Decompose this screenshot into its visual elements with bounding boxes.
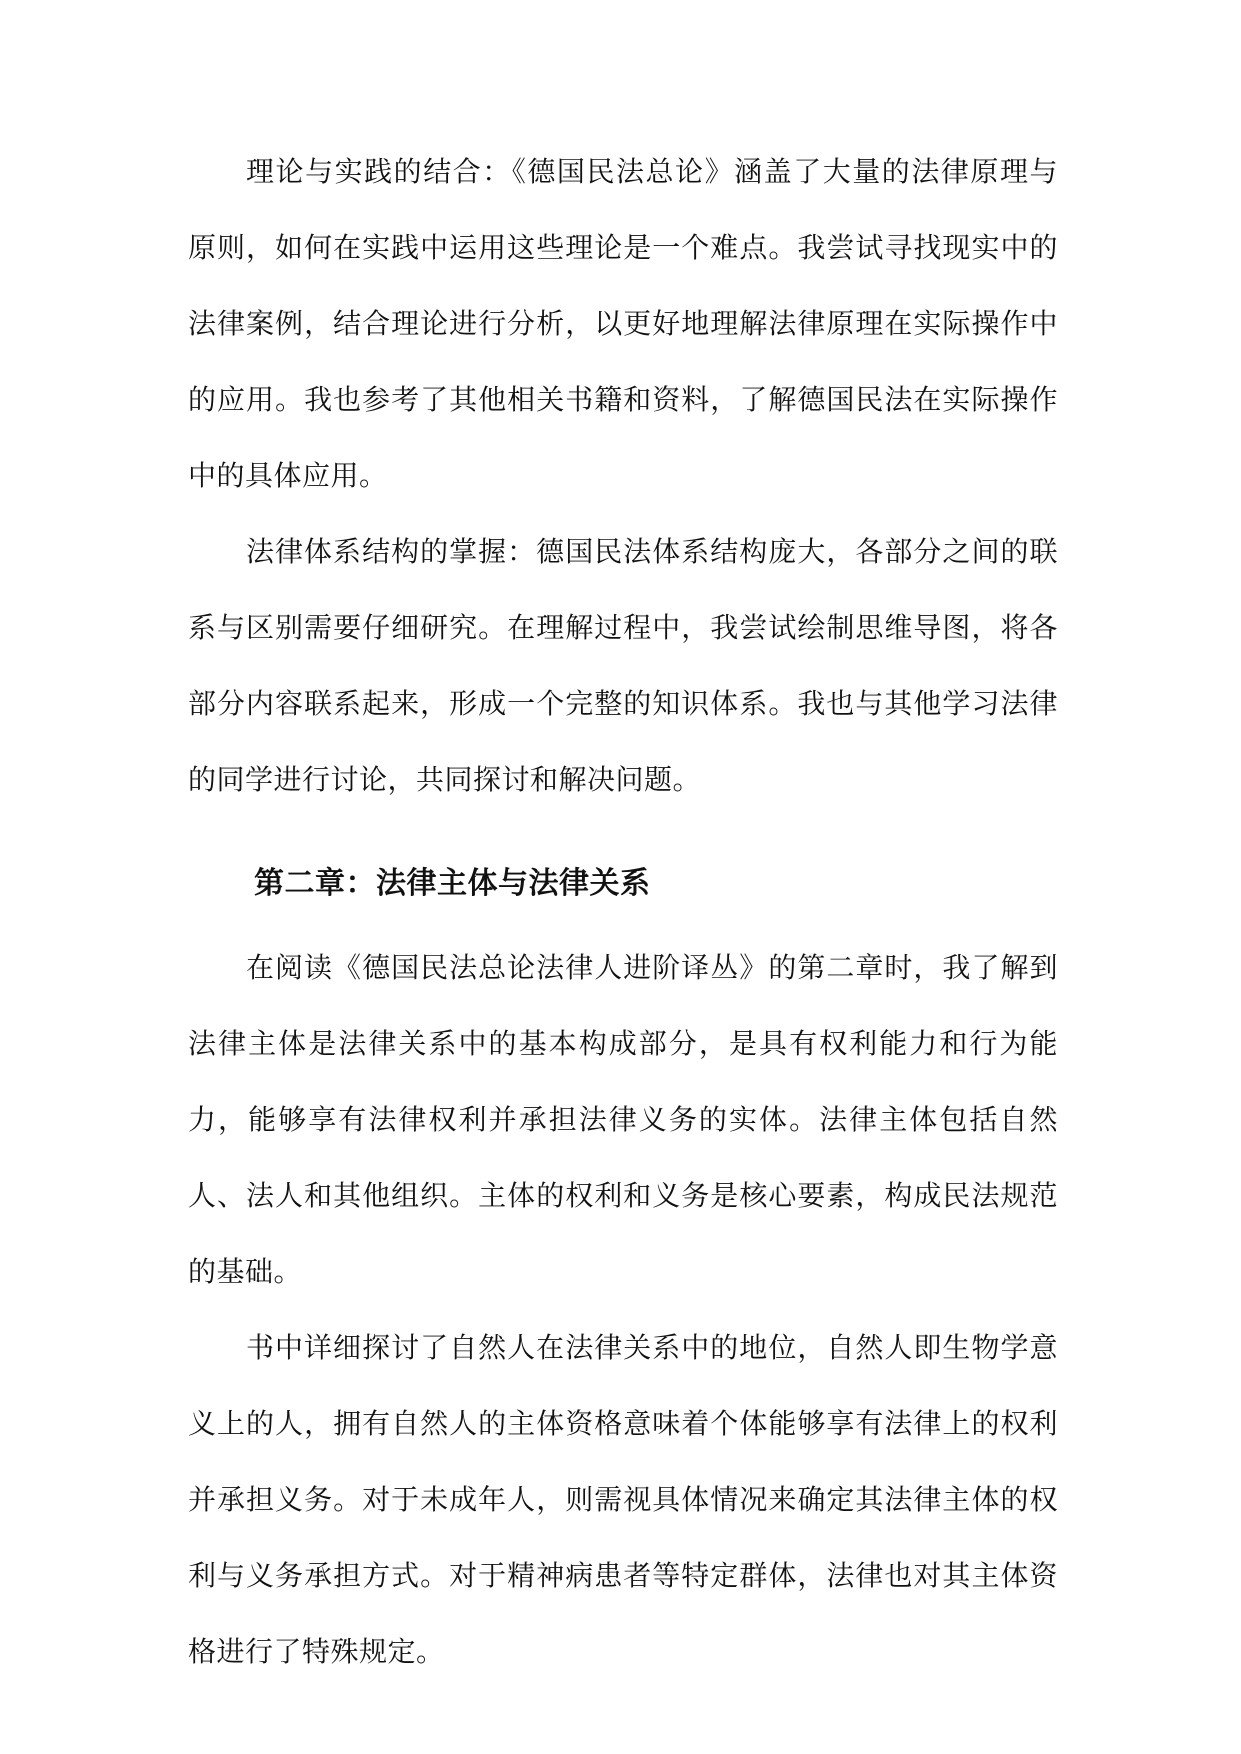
paragraph-legal-system-structure: 法律体系结构的掌握：德国民法体系结构庞大，各部分之间的联系与区别需要仔细研究。在理解过程中，我尝试绘制思维导图，将各部分内容联系起来，形成一个完整的知识体系。我也与其他学习法律的同学进行讨论，共同探讨和解决问题。 <box>188 535 1058 796</box>
paragraph-legal-subject: 在阅读《德国民法总论法律人进阶译丛》的第二章时，我了解到法律主体是法律关系中的基本构成部分，是具有权利能力和行为能力，能够享有法律权利并承担法律义务的实体。法律主体包括自然人、法人和其他组织。主体的权利和义务是核心要素，构成民法规范的基础。 <box>188 951 1058 1288</box>
paragraph-natural-person: 书中详细探讨了自然人在法律关系中的地位，自然人即生物学意义上的人，拥有自然人的主体资格意味着个体能够享有法律上的权利并承担义务。对于未成年人，则需视具体情况来确定其法律主体的权利与义务承担方式。对于精神病患者等特定群体，法律也对其主体资格进行了特殊规定。 <box>188 1331 1058 1668</box>
document-body <box>188 134 1058 1690</box>
chapter-title: 第二章：法律主体与法律关系 <box>254 866 651 901</box>
paragraph-theory-practice: 理论与实践的结合：《德国民法总论》涵盖了大量的法律原理与原则，如何在实践中运用这些理论是一个难点。我尝试寻找现实中的法律案例，结合理论进行分析，以更好地理解法律原理在实际操作中的应用。我也参考了其他相关书籍和资料，了解德国民法在实际操作中的具体应用。 <box>188 155 1058 492</box>
